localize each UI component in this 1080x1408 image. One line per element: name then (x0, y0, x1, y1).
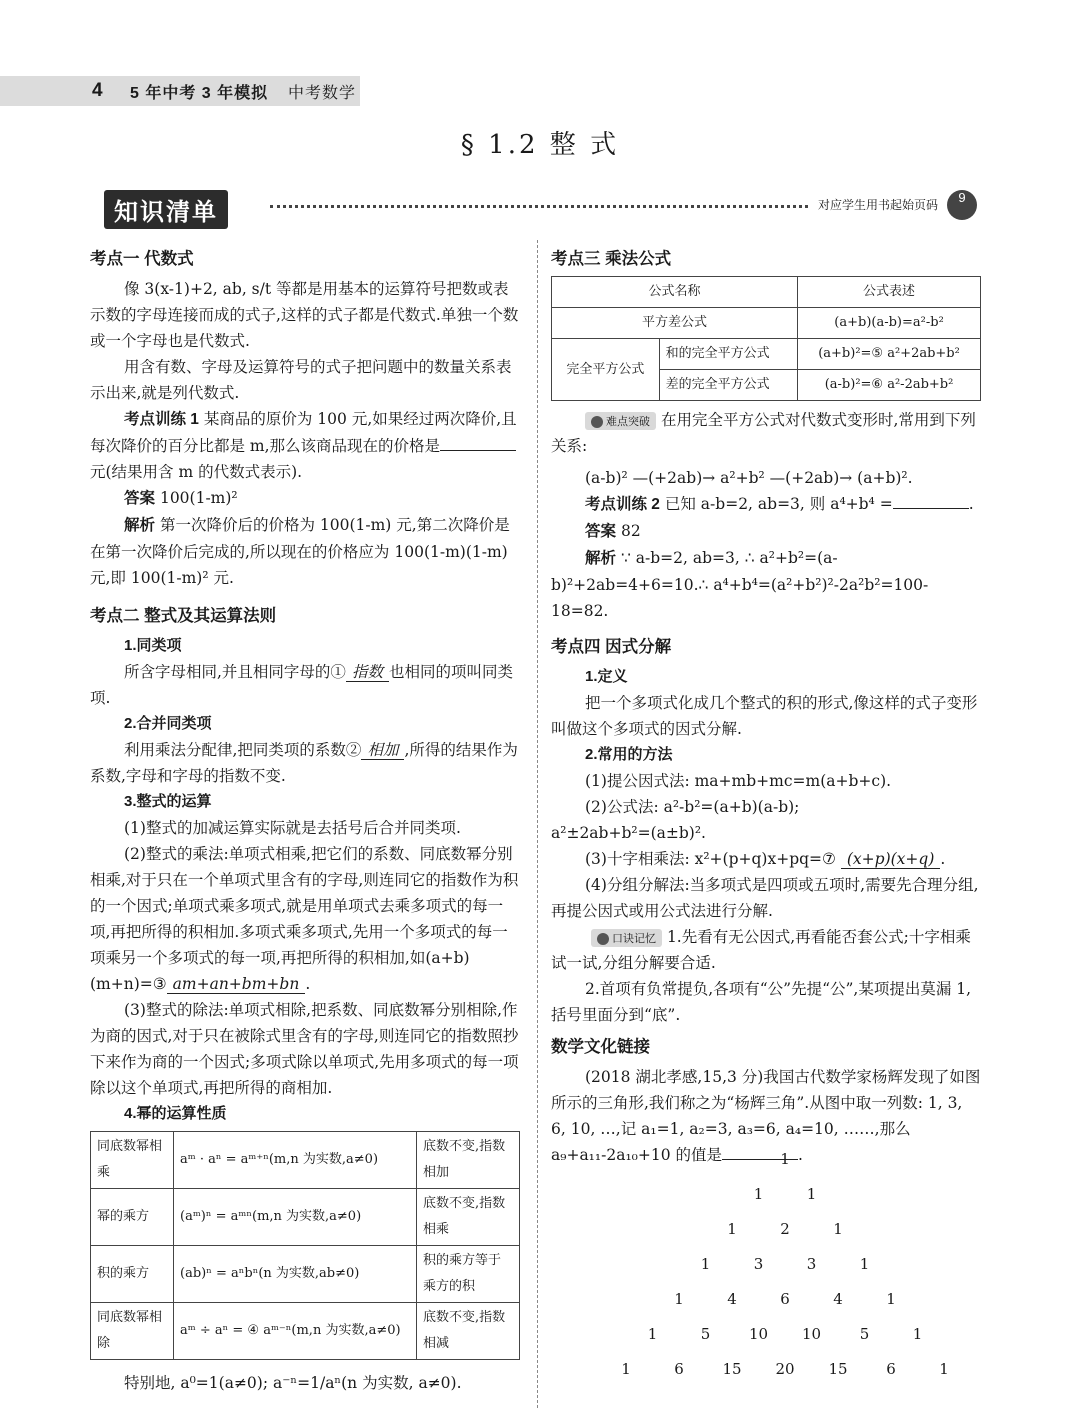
triangle-row (550, 1290, 1020, 1308)
exercise-1-tail: 元(结果用含 m 的代数式表示). (90, 463, 303, 481)
answer-1 (90, 485, 520, 512)
culture-title: 数学文化链接 (551, 1038, 650, 1056)
s3-para1: (1)整式的加减运算实际就是去括号后合并同类项. (124, 819, 461, 837)
power-rule-row (91, 1132, 520, 1189)
page-number: 4 (92, 80, 103, 101)
formula-row2-expr: (a+b)²=⑤ a²+2ab+b² (798, 339, 981, 370)
exercise-2: 考点训练 2 已知 a-b=2, ab=3, 则 a⁴+b⁴ = . (585, 495, 974, 513)
triangle-number: 15 (722, 1360, 742, 1378)
k1-para2: 用含有数、字母及运算符号的式子把问题中的数量关系表示出来,就是列代数式. (90, 358, 512, 402)
formula-group-name: 完全平方公式 (552, 339, 660, 401)
s2-text-a: 利用乘法分配律,把同类项的系数② (124, 741, 362, 759)
triangle-number: 4 (833, 1290, 843, 1308)
power-rule-name: 同底数幂相乘 (91, 1132, 174, 1189)
banner-label: 知识清单 (104, 190, 228, 229)
methods-title: 2.常用的方法 (585, 746, 673, 763)
triangle-row (550, 1185, 1020, 1203)
tip-mnemonic (551, 924, 981, 976)
triangle-number: 1 (859, 1255, 870, 1273)
s2-text (90, 737, 520, 789)
exercise-2-text: 已知 a-b=2, ab=3, 则 a⁴+b⁴ = (664, 495, 893, 513)
s1-title: 1.同类项 (124, 637, 182, 654)
k1-title: 考点一 代数式 (90, 250, 194, 268)
definition-title: 1.定义 (585, 668, 628, 685)
bulb-icon (591, 416, 603, 428)
answer-1-label: 答案 (124, 490, 156, 507)
power-rule-formula: aᵐ ÷ aⁿ = ④ aᵐ⁻ⁿ(m,n 为实数,a≠0) (174, 1303, 417, 1360)
triangle-number: 1 (647, 1325, 658, 1343)
formula-row3-expr: (a-b)²=⑥ a²-2ab+b² (798, 370, 981, 401)
solution-2-text: ∵ a-b=2, ab=3, ∴ a²+b²=(a-b)²+2ab=4+6=10.∴ a⁴+b⁴=(a²+b²)²-2a²b²=100-18=82. (551, 549, 929, 620)
special-note: 特别地, a⁰=1(a≠0); a⁻ⁿ=1/aⁿ(n 为实数, a≠0). (124, 1374, 462, 1392)
left-column (90, 240, 520, 1396)
k2-title: 考点二 整式及其运算法则 (90, 607, 277, 625)
s3-para2: (2)整式的乘法:单项式相乘,把它们的系数、同底数幂分别相乘,对于只在一个单项式里含有的字母,则连同它的指数作为积的一个因式;单项式乘多项式,就是用单项式去乘多项式的每一项,再把所得的积相加.多项式乘多项式,先用一个多项式的每一项乘另一个多项式的每一项,再把所得的积相加,如(a+b)(m+n)=③ am+an+bm+bn . (90, 845, 519, 993)
answer-2-value: 82 (620, 522, 641, 540)
power-rule-formula: (aᵐ)ⁿ = aᵐⁿ(m,n 为实数,a≠0) (174, 1189, 417, 1246)
s3-title: 3.整式的运算 (124, 793, 212, 810)
triangle-number: 1 (727, 1220, 737, 1238)
solution-1 (90, 512, 520, 591)
s1-answer: 指数 (346, 663, 389, 682)
method-2: (2)公式法: a²-b²=(a+b)(a-b); (585, 798, 800, 816)
definition-text: 把一个多项式化成几个整式的积的形式,像这样的式子变形叫做这个多项式的因式分解. (551, 694, 978, 738)
formula-header-expr: 公式表述 (798, 277, 981, 308)
power-rule-name: 幂的乘方 (91, 1189, 174, 1246)
right-column (551, 240, 981, 1168)
method-3-answer: (x+p)(x+q) (841, 850, 941, 869)
power-rule-rule: 底数不变,指数相减 (417, 1303, 520, 1360)
method-3-text: (3)十字相乘法: x²+(p+q)x+pq=⑦ (585, 850, 836, 868)
triangle-number: 4 (727, 1290, 737, 1308)
solution-1-label: 解析 (124, 517, 156, 534)
triangle-number: 6 (886, 1360, 896, 1378)
triangle-number: 1 (806, 1185, 817, 1203)
triangle-number: 1 (912, 1325, 923, 1343)
subject-label: 中考数学 (288, 85, 357, 102)
s3-para3: (3)整式的除法:单项式相除,把系数、同底数幂分别相除,作为商的因式,对于只在被除式里含有的字母,则连同它的指数照抄下来作为商的一个因式;多项式除以单项式,先用多项式的每一项除以这个单项式,再把所得的商相加. (90, 1001, 519, 1097)
triangle-number: 20 (775, 1360, 795, 1378)
s2-text-b: ,所得的结果作为系数,字母和字母的指数不变. (90, 741, 518, 785)
s4-title: 4.幂的运算性质 (124, 1105, 227, 1122)
yanghui-triangle (550, 1150, 1020, 1400)
tip-mnemonic-text-1: 1.先看有无公因式,再看能否套公式;十字相乘试一试,分组分解要合适. (551, 928, 971, 972)
k4-title: 考点四 因式分解 (551, 638, 672, 656)
speech-icon (597, 933, 609, 945)
banner-note: 对应学生用书起始页码 (818, 198, 939, 212)
triangle-row (550, 1360, 1020, 1378)
answer-blank (440, 450, 516, 451)
triangle-row (550, 1325, 1020, 1343)
triangle-number: 10 (801, 1325, 822, 1343)
power-rule-row (91, 1303, 520, 1360)
s3-answer: am+an+bm+bn (167, 975, 306, 994)
formula-header-name: 公式名称 (552, 277, 798, 308)
answer-2 (551, 518, 981, 545)
power-rule-formula: (ab)ⁿ = aⁿbⁿ(n 为实数,ab≠0) (174, 1246, 417, 1303)
power-rule-rule: 底数不变,指数相乘 (417, 1189, 520, 1246)
triangle-row (550, 1255, 1020, 1273)
triangle-row (550, 1220, 1020, 1238)
triangle-number: 1 (753, 1185, 764, 1203)
tip-difficulty-text: 在用完全平方公式对代数式变形时,常用到下列关系: (551, 411, 976, 455)
triangle-number: 1 (674, 1290, 684, 1308)
tip-mnemonic-label: 口诀记忆 (612, 933, 656, 945)
triangle-number: 10 (748, 1325, 769, 1343)
triangle-number: 2 (780, 1220, 790, 1238)
k3-title: 考点三 乘法公式 (551, 250, 672, 268)
formula-table (551, 276, 981, 401)
triangle-number: 15 (828, 1360, 848, 1378)
triangle-number: 3 (753, 1255, 764, 1273)
tip-mnemonic-tag (591, 929, 662, 947)
formula-row1-name: 平方差公式 (552, 308, 798, 339)
triangle-number: 1 (621, 1360, 631, 1378)
power-rule-formula: aᵐ · aⁿ = aᵐ⁺ⁿ(m,n 为实数,a≠0) (174, 1132, 417, 1189)
exercise-1-text: 某商品的原价为 100 元,如果经过两次降价,且每次降价的百分比都是 m,那么该商品现在的价格是 (90, 410, 517, 455)
triangle-number: 1 (780, 1150, 790, 1168)
method-3: (3)十字相乘法: x²+(p+q)x+pq=⑦ (x+p)(x+q) . (585, 850, 946, 868)
s2-answer: 相加 (361, 741, 404, 760)
exercise-2-label: 考点训练 2 (585, 496, 660, 513)
power-rule-row (91, 1246, 520, 1303)
solution-1-text: 第一次降价后的价格为 100(1-m) 元,第二次降价是在第一次降价后完成的,所以现在的价格应为 100(1-m)(1-m) 元,即 100(1-m)² 元. (90, 516, 510, 587)
triangle-number: 6 (674, 1360, 684, 1378)
method-2b: a²±2ab+b²=(a±b)². (551, 824, 706, 842)
exercise-1 (90, 406, 520, 485)
tip-difficulty-formula: (a-b)² —(+2ab)→ a²+b² —(+2ab)→ (a+b)². (585, 469, 913, 487)
s1-text-b: 也相同的项叫同类项. (90, 663, 513, 707)
triangle-number: 1 (886, 1290, 896, 1308)
triangle-number: 5 (700, 1325, 711, 1343)
triangle-number: 1 (939, 1360, 949, 1378)
method-4: (4)分组分解法:当多项式是四项或五项时,需要先合理分组,再提公因式或用公式法进行分解. (551, 876, 979, 920)
s1-text-a: 所含字母相同,并且相同字母的① (124, 663, 346, 681)
method-1: (1)提公因式法: ma+mb+mc=m(a+b+c). (585, 772, 892, 790)
triangle-number: 1 (833, 1220, 843, 1238)
book-title: 5 年中考 3 年模拟 (130, 85, 269, 102)
tip-difficulty-label: 难点突破 (606, 416, 650, 428)
s2-title: 2.合并同类项 (124, 715, 212, 732)
banner-page-badge: 9 (947, 190, 977, 220)
k1-para1: 像 3(x-1)+2, ab, s/t 等都是用基本的运算符号把数或表示数的字母连接而成的式子,这样的式子都是代数式.单独一个数或一个字母也是代数式. (90, 280, 519, 350)
answer-2-label: 答案 (585, 523, 617, 540)
power-rule-name: 同底数幂相除 (91, 1303, 174, 1360)
s3-para2-text: (2)整式的乘法:单项式相乘,把它们的系数、同底数幂分别相乘,对于只在一个单项式里含有的字母,则连同它的指数作为积的一个因式;单项式乘多项式,就是用单项式去乘多项式的每一项,再把所得的积相加.多项式乘多项式,先用一个多项式的每一项乘另一个多项式的每一项,再把所得的积相加,如(a+b)(m+n)=③ (90, 845, 519, 993)
triangle-number: 3 (806, 1255, 817, 1273)
formula-row3-name: 差的完全平方公式 (659, 370, 797, 401)
column-divider (537, 240, 538, 1408)
formula-row1-expr: (a+b)(a-b)=a²-b² (798, 308, 981, 339)
triangle-row (550, 1150, 1020, 1168)
answer-blank-2 (893, 508, 969, 509)
triangle-number: 5 (859, 1325, 870, 1343)
power-rule-rule: 积的乘方等于乘方的积 (417, 1246, 520, 1303)
tip-difficulty-tag (585, 412, 656, 430)
triangle-number: 6 (780, 1290, 790, 1308)
solution-2-label: 解析 (585, 550, 617, 567)
power-rule-rule: 底数不变,指数相加 (417, 1132, 520, 1189)
power-rules-table (90, 1131, 520, 1360)
power-rule-name: 积的乘方 (91, 1246, 174, 1303)
power-rule-row (91, 1189, 520, 1246)
answer-1-value: 100(1-m)² (159, 489, 238, 507)
s1-text (90, 659, 520, 711)
culture-question: (2018 湖北孝感,15,3 分)我国古代数学家杨辉发现了如图所示的三角形,我们称之为“杨辉三角”.从图中取一列数: 1, 3, 6, 10, …,记 a₁=1, a₂=3, a₃=6, a₄=10, ……,那么 a₉+a₁₁-2a₁₀+10 的值是 (551, 1068, 981, 1164)
exercise-1-label: 考点训练 1 (124, 411, 199, 428)
banner-dotted-line (270, 205, 808, 208)
triangle-number: 1 (700, 1255, 711, 1273)
tip-mnemonic-text-2: 2.首项有负常提负,各项有“公”先提“公”,某项提出莫漏 1,括号里面分到“底”. (551, 980, 972, 1024)
formula-row2-name: 和的完全平方公式 (659, 339, 797, 370)
tip-difficulty (551, 407, 981, 459)
solution-2 (551, 545, 981, 624)
section-title: § 1.2 整 式 (460, 130, 620, 160)
culture-text: (2018 湖北孝感,15,3 分)我国古代数学家杨辉发现了如图所示的三角形,我们称之为“杨辉三角”.从图中取一列数: 1, 3, 6, 10, …,记 a₁=1, a₂=3, a₃=6, a₄=10, ……,那么 a₉+a₁₁-2a₁₀+10 的值是 . (551, 1068, 981, 1164)
